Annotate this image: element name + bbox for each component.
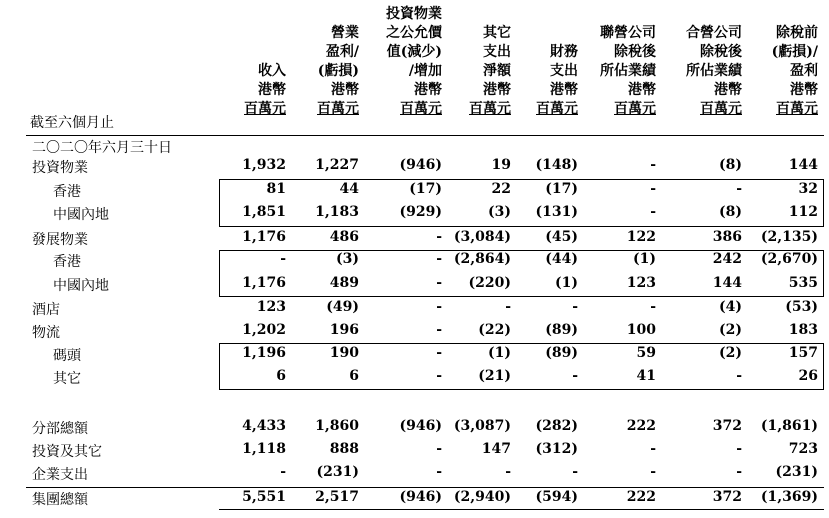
row-label: 企業支出 <box>32 467 88 483</box>
cell-value: 100 <box>626 322 656 338</box>
cell-value: 1,202 <box>242 322 286 338</box>
cell-value: 386 <box>712 229 742 245</box>
cell-value: (1,369) <box>760 489 818 505</box>
cell-value: 6 <box>349 368 359 384</box>
cell-value: - <box>572 299 578 315</box>
cell-value: (21) <box>478 368 511 384</box>
column-header-line: 百萬元 <box>317 101 359 117</box>
column-header-line: 港幣 <box>483 82 511 98</box>
cell-value: (89) <box>545 322 578 338</box>
cell-value: 144 <box>712 275 742 291</box>
cell-value: 535 <box>788 275 818 291</box>
cell-value: - <box>736 181 742 197</box>
column-header-line: 投資物業 <box>386 6 442 22</box>
column-header-line: 其它 <box>483 25 511 41</box>
cell-value: (4) <box>719 299 742 315</box>
cell-value: - <box>736 368 742 384</box>
row-label: 投資及其它 <box>32 444 102 460</box>
column-header <box>576 5 656 119</box>
cell-value: 372 <box>712 418 742 434</box>
column-header <box>662 5 742 119</box>
cell-value: (17) <box>409 181 442 197</box>
column-header-line: 港幣 <box>790 82 818 98</box>
cell-value: 372 <box>712 489 742 505</box>
cell-value: (2,670) <box>760 251 818 267</box>
cell-value: 1,932 <box>242 157 286 173</box>
cell-value: - <box>436 275 442 291</box>
cell-value: - <box>436 441 442 457</box>
cell-value: (8) <box>719 157 742 173</box>
row-label: 香港 <box>53 184 81 200</box>
cell-value: 1,183 <box>315 204 359 220</box>
cell-value: - <box>436 322 442 338</box>
cell-value: (49) <box>326 299 359 315</box>
cell-value: 1,196 <box>242 345 286 361</box>
cell-value: 242 <box>712 251 742 267</box>
cell-value: - <box>436 368 442 384</box>
cell-value: 22 <box>491 181 511 197</box>
cell-value: (44) <box>545 251 578 267</box>
cell-value: - <box>505 464 511 480</box>
column-header <box>518 5 578 119</box>
column-header <box>362 5 442 119</box>
cell-value: 723 <box>788 441 818 457</box>
cell-value: (1) <box>488 345 511 361</box>
cell-value: 123 <box>626 275 656 291</box>
column-header-line: 港幣 <box>714 82 742 98</box>
cell-value: 122 <box>626 229 656 245</box>
cell-value: 123 <box>256 299 286 315</box>
cell-value: 489 <box>329 275 359 291</box>
cell-value: 1,176 <box>242 229 286 245</box>
column-header-line: 合營公司 <box>686 25 742 41</box>
column-header-line: 百萬元 <box>700 101 742 117</box>
column-header-line: 支出 <box>550 63 578 79</box>
cell-value: - <box>650 157 656 173</box>
row-label: 發展物業 <box>32 232 88 248</box>
cell-value: 5,551 <box>242 489 286 505</box>
cell-value: (3) <box>488 204 511 220</box>
column-header-line: 所佔業績 <box>600 63 656 79</box>
column-header-line <box>226 5 286 24</box>
cell-value: - <box>736 441 742 457</box>
cell-value: 1,851 <box>242 204 286 220</box>
cell-value: 183 <box>788 322 818 338</box>
column-header <box>226 5 286 119</box>
column-header-line: 百萬元 <box>244 101 286 117</box>
period-label: 截至六個月止 <box>30 115 114 131</box>
column-header-line: 港幣 <box>628 82 656 98</box>
cell-value: - <box>280 251 286 267</box>
cell-value: (22) <box>478 322 511 338</box>
cell-value: (131) <box>535 204 578 220</box>
cell-value: - <box>572 464 578 480</box>
row-label: 二〇二〇年六月三十日 <box>32 140 172 156</box>
column-header-line: 港幣 <box>258 82 286 98</box>
row-label: 碼頭 <box>53 348 81 364</box>
cell-value: 888 <box>329 441 359 457</box>
cell-value: - <box>505 299 511 315</box>
cell-value: - <box>736 464 742 480</box>
group-total-bottom-rule <box>219 509 824 510</box>
column-header-line: 除稅後 <box>614 44 656 60</box>
cell-value: (2) <box>719 322 742 338</box>
group-box-development-property <box>219 250 824 297</box>
column-header-line: 所佔業績 <box>686 63 742 79</box>
cell-value: (594) <box>535 489 578 505</box>
cell-value: 222 <box>626 489 656 505</box>
cell-value: 19 <box>491 157 511 173</box>
cell-value: 222 <box>626 418 656 434</box>
cell-value: - <box>436 229 442 245</box>
group-box-investment-property <box>219 179 824 227</box>
cell-value: - <box>650 299 656 315</box>
column-header-line <box>441 5 511 24</box>
cell-value: 1,860 <box>315 418 359 434</box>
cell-value: (3) <box>336 251 359 267</box>
column-header-line: 盈利 <box>790 63 818 79</box>
row-label: 中國內地 <box>53 207 109 223</box>
column-header-line: 收入 <box>258 63 286 79</box>
cell-value: (45) <box>545 229 578 245</box>
cell-value: 32 <box>798 181 818 197</box>
cell-value: 81 <box>266 181 286 197</box>
cell-value: (220) <box>468 275 511 291</box>
column-header-line: 支出 <box>483 44 511 60</box>
column-header-line <box>518 24 578 43</box>
column-header-line: 百萬元 <box>400 101 442 117</box>
column-header-line <box>738 5 818 24</box>
cell-value: (231) <box>316 464 359 480</box>
cell-value: - <box>436 464 442 480</box>
cell-value: (282) <box>535 418 578 434</box>
cell-value: - <box>650 441 656 457</box>
column-header-line <box>299 5 359 24</box>
column-header-line: 淨額 <box>483 63 511 79</box>
cell-value: (946) <box>399 489 442 505</box>
column-header-line: 值(減少) <box>386 44 442 60</box>
column-header <box>441 5 511 119</box>
cell-value: (946) <box>399 418 442 434</box>
cell-value: 157 <box>788 345 818 361</box>
cell-value: - <box>650 204 656 220</box>
cell-value: (1) <box>555 275 578 291</box>
cell-value: (2,864) <box>453 251 511 267</box>
column-header-line: 港幣 <box>331 82 359 98</box>
cell-value: - <box>436 345 442 361</box>
cell-value: (89) <box>545 345 578 361</box>
group-total-top-rule <box>26 487 824 488</box>
cell-value: (53) <box>785 299 818 315</box>
row-label: 香港 <box>53 254 81 270</box>
row-label: 投資物業 <box>32 160 88 176</box>
cell-value: 41 <box>636 368 656 384</box>
cell-value: (2,135) <box>760 229 818 245</box>
column-header <box>299 5 359 119</box>
cell-value: 2,517 <box>315 489 359 505</box>
cell-value: (148) <box>535 157 578 173</box>
cell-value: 6 <box>276 368 286 384</box>
cell-value: (312) <box>535 441 578 457</box>
row-label: 中國內地 <box>53 278 109 294</box>
column-header-line: 港幣 <box>550 82 578 98</box>
column-header <box>738 5 818 119</box>
row-label: 其它 <box>53 371 81 387</box>
column-header-line <box>226 43 286 62</box>
cell-value: 144 <box>788 157 818 173</box>
cell-value: - <box>650 464 656 480</box>
cell-value: (1,861) <box>760 418 818 434</box>
cell-value: - <box>650 181 656 197</box>
column-header-line: 除稅後 <box>700 44 742 60</box>
cell-value: 59 <box>636 345 656 361</box>
column-header-line: 港幣 <box>414 82 442 98</box>
cell-value: 486 <box>329 229 359 245</box>
column-header-line: 聯營公司 <box>600 25 656 41</box>
column-header-line: 營業 <box>331 25 359 41</box>
cell-value: 26 <box>798 368 818 384</box>
row-label: 物流 <box>32 325 60 341</box>
group-box-logistics <box>219 343 824 390</box>
column-header-line <box>518 5 578 24</box>
column-header-line <box>226 24 286 43</box>
cell-value: 147 <box>481 441 511 457</box>
row-label: 分部總額 <box>32 421 88 437</box>
cell-value: 196 <box>329 322 359 338</box>
column-header-line: 之公允價 <box>386 25 442 41</box>
column-header-line <box>576 5 656 24</box>
row-label: 酒店 <box>32 302 60 318</box>
column-header-line: 盈利/ <box>325 44 359 60</box>
column-header-line: 財務 <box>550 44 578 60</box>
column-header-line: 除稅前 <box>776 25 818 41</box>
column-header-line: 百萬元 <box>469 101 511 117</box>
cell-value: (1) <box>633 251 656 267</box>
column-header-line: /增加 <box>408 63 442 79</box>
cell-value: - <box>436 251 442 267</box>
cell-value: (3,087) <box>453 418 511 434</box>
column-header-line <box>662 5 742 24</box>
cell-value: (929) <box>399 204 442 220</box>
cell-value: - <box>436 299 442 315</box>
column-header-line: 百萬元 <box>536 101 578 117</box>
column-header-line: 百萬元 <box>776 101 818 117</box>
cell-value: 1,227 <box>315 157 359 173</box>
cell-value: 112 <box>788 204 818 220</box>
row-label: 集團總額 <box>32 492 88 508</box>
cell-value: (3,084) <box>453 229 511 245</box>
cell-value: (2,940) <box>453 489 511 505</box>
cell-value: 1,118 <box>242 441 286 457</box>
cell-value: - <box>572 368 578 384</box>
cell-value: 1,176 <box>242 275 286 291</box>
cell-value: 44 <box>339 181 359 197</box>
column-header-line: (虧損)/ <box>771 44 818 60</box>
cell-value: 190 <box>329 345 359 361</box>
cell-value: (8) <box>719 204 742 220</box>
cell-value: 4,433 <box>242 418 286 434</box>
column-header-line: (虧損) <box>317 63 359 79</box>
cell-value: (17) <box>545 181 578 197</box>
cell-value: (231) <box>775 464 818 480</box>
column-header-line: 百萬元 <box>614 101 656 117</box>
section-top-rule <box>26 135 824 136</box>
cell-value: - <box>280 464 286 480</box>
cell-value: (2) <box>719 345 742 361</box>
cell-value: (946) <box>399 157 442 173</box>
